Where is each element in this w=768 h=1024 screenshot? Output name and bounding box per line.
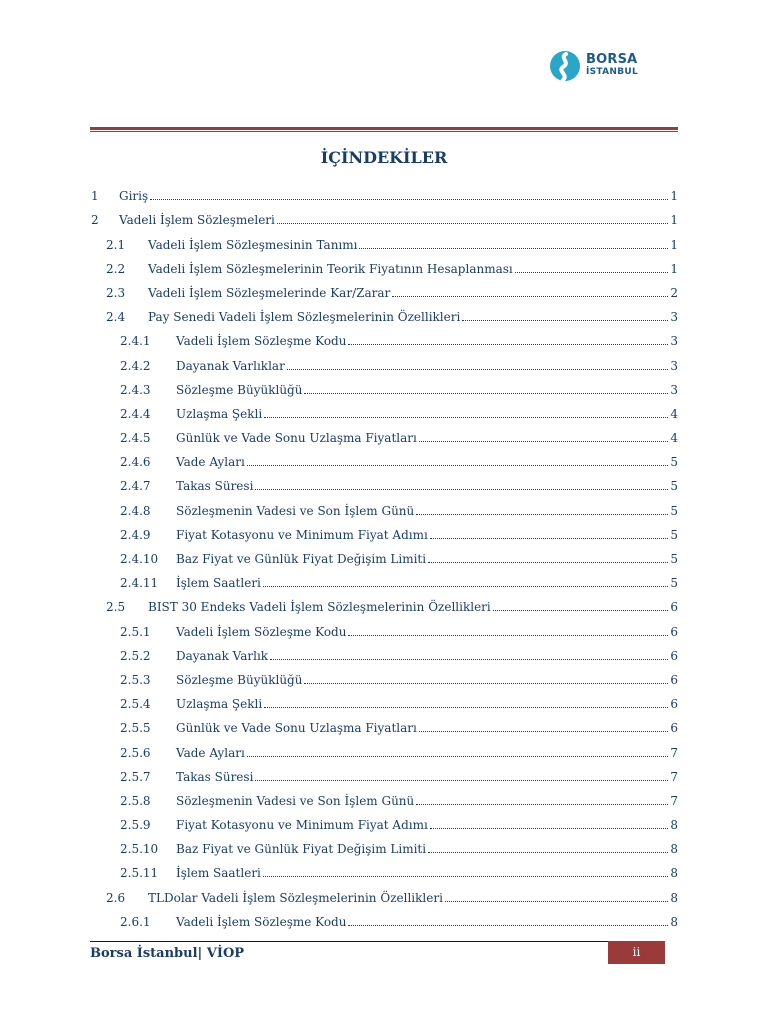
toc-entry-page: 6 xyxy=(670,624,678,639)
toc-entry-page: 8 xyxy=(670,914,678,929)
toc-entry[interactable] xyxy=(90,518,678,542)
toc-entry-leader xyxy=(176,770,678,784)
toc-entry-leader xyxy=(176,359,678,373)
toc-entry-page: 3 xyxy=(670,382,678,397)
toc-entry-page: 6 xyxy=(670,721,678,736)
toc-entry[interactable] xyxy=(90,856,678,880)
toc-entry-page: 5 xyxy=(670,455,678,470)
toc-entry-label: Dayanak Varlık xyxy=(176,648,269,663)
toc-dot-leader xyxy=(287,369,669,370)
toc-entry-label: Fiyat Kotasyonu ve Minimum Fiyat Adımı xyxy=(176,527,428,542)
page-title: İÇİNDEKİLER xyxy=(320,148,448,167)
toc-dot-leader xyxy=(255,780,668,781)
toc-entry-number: 2.5.3 xyxy=(120,672,151,687)
toc-entry-number: 2.5.1 xyxy=(120,624,151,639)
toc-entry-label: TLDolar Vadeli İşlem Sözleşmelerinin Özellikleri xyxy=(148,890,443,905)
toc-entry-leader xyxy=(176,625,678,639)
toc-entry-label: Vadeli İşlem Sözleşme Kodu xyxy=(176,914,347,929)
toc-entry-number: 2.6.1 xyxy=(120,914,151,929)
toc-entry-leader xyxy=(176,552,678,566)
toc-entry-leader xyxy=(176,697,678,711)
toc-entry-leader xyxy=(119,189,678,203)
toc-dot-leader xyxy=(428,562,668,563)
toc-entry-page: 3 xyxy=(670,334,678,349)
toc-dot-leader xyxy=(430,538,669,539)
toc-entry[interactable] xyxy=(90,639,678,663)
toc-entry-number: 2.5.6 xyxy=(120,745,151,760)
logo-mark-icon xyxy=(549,50,583,84)
toc-entry-label: Takas Süresi xyxy=(176,769,254,784)
toc-entry-number: 2.4.6 xyxy=(120,455,151,470)
toc-entry-number: 1 xyxy=(91,189,99,204)
toc-dot-leader xyxy=(255,489,668,490)
toc-entry[interactable] xyxy=(90,445,678,469)
toc-entry-label: Giriş xyxy=(119,189,149,204)
toc-entry-label: Günlük ve Vade Sonu Uzlaşma Fiyatları xyxy=(176,431,417,446)
toc-entry-number: 2.4 xyxy=(106,310,126,325)
toc-dot-leader xyxy=(515,272,669,273)
toc-entry-page: 8 xyxy=(670,890,678,905)
toc-entry-number: 2.4.8 xyxy=(120,503,151,518)
toc-entry-leader xyxy=(176,915,678,929)
footer-rule xyxy=(90,941,665,942)
toc-dot-leader xyxy=(270,659,668,660)
toc-entry-page: 6 xyxy=(670,600,678,615)
toc-entry-number: 2.6 xyxy=(106,890,126,905)
toc-entry[interactable] xyxy=(90,808,678,832)
toc-entry[interactable] xyxy=(90,252,678,276)
toc-entry-leader xyxy=(176,455,678,469)
toc-entry[interactable] xyxy=(90,663,678,687)
toc-entry[interactable] xyxy=(90,711,678,735)
toc-entry-leader xyxy=(176,721,678,735)
toc-dot-leader xyxy=(416,804,668,805)
toc-entry[interactable] xyxy=(90,590,678,614)
toc-entry-page: 6 xyxy=(670,672,678,687)
toc-entry-page: 6 xyxy=(670,697,678,712)
toc-dot-leader xyxy=(264,417,668,418)
toc-entry-number: 2.4.2 xyxy=(120,358,151,373)
toc-dot-leader xyxy=(150,199,668,200)
toc-entry-page: 8 xyxy=(670,842,678,857)
toc-entry[interactable] xyxy=(90,542,678,566)
toc-dot-leader xyxy=(419,731,669,732)
toc-entry-page: 7 xyxy=(670,745,678,760)
toc-entry-page: 5 xyxy=(670,527,678,542)
toc-entry-number: 2 xyxy=(91,213,99,228)
toc-dot-leader xyxy=(493,610,669,611)
toc-dot-leader xyxy=(304,683,668,684)
toc-dot-leader xyxy=(419,441,669,442)
toc-entry-number: 2.4.10 xyxy=(120,552,159,566)
toc-entry-number: 2.5.9 xyxy=(120,818,151,833)
header-rule-thick xyxy=(90,127,678,130)
toc-entry[interactable] xyxy=(90,735,678,759)
logo-text-istanbul: İSTANBUL xyxy=(586,67,639,77)
toc-entry-leader xyxy=(176,746,678,760)
toc-entry-page: 1 xyxy=(670,213,678,228)
toc-entry-leader xyxy=(176,818,678,832)
toc-entry-label: Fiyat Kotasyonu ve Minimum Fiyat Adımı xyxy=(176,818,428,833)
toc-dot-leader xyxy=(462,320,668,321)
toc-entry-label: Baz Fiyat ve Günlük Fiyat Değişim Limiti xyxy=(176,552,427,566)
toc-entry[interactable] xyxy=(90,687,678,711)
toc-entry-label: Vadeli İşlem Sözleşmesinin Tanımı xyxy=(148,237,358,252)
toc-entry-page: 6 xyxy=(670,648,678,663)
toc-entry-number: 2.4.1 xyxy=(120,334,151,349)
toc-entry-leader xyxy=(176,383,678,397)
toc-entry-label: BIST 30 Endeks Vadeli İşlem Sözleşmelerinin Özellikleri xyxy=(148,600,491,615)
toc-entry-page: 7 xyxy=(670,793,678,808)
toc-entry-number: 2.1 xyxy=(106,237,126,252)
toc-entry-number: 2.5.11 xyxy=(120,866,159,881)
toc-entry-page: 5 xyxy=(670,552,678,566)
toc-entry-number: 2.4.3 xyxy=(120,382,151,397)
toc-dot-leader xyxy=(359,248,668,249)
toc-entry-leader xyxy=(176,794,678,808)
toc-dot-leader xyxy=(264,707,668,708)
toc-entry[interactable] xyxy=(90,832,678,856)
toc-entry[interactable] xyxy=(90,880,678,904)
toc-entry[interactable] xyxy=(90,493,678,517)
page-number-badge: ii xyxy=(608,941,665,964)
toc-entry-label: Takas Süresi xyxy=(176,479,254,494)
toc-entry[interactable] xyxy=(90,179,678,203)
toc-dot-leader xyxy=(304,393,668,394)
toc-dot-leader xyxy=(416,514,668,515)
toc-entry-leader xyxy=(176,479,678,493)
toc-entry-label: Vade Ayları xyxy=(176,745,245,760)
toc-entry-leader xyxy=(148,262,678,276)
toc-dot-leader xyxy=(247,465,669,466)
toc-dot-leader xyxy=(430,828,669,829)
toc-entry-label: İşlem Saatleri xyxy=(176,576,261,591)
header-rule-thin xyxy=(90,131,678,132)
toc-entry[interactable] xyxy=(90,348,678,372)
toc-entry-label: Vadeli İşlem Sözleşmeleri xyxy=(119,213,275,228)
toc-entry-page: 1 xyxy=(670,237,678,252)
toc-entry[interactable] xyxy=(90,373,678,397)
toc-entry-number: 2.5.4 xyxy=(120,697,151,712)
toc-entry[interactable] xyxy=(90,300,678,324)
toc-dot-leader xyxy=(277,223,668,224)
toc-entry[interactable] xyxy=(90,469,678,493)
toc-dot-leader xyxy=(348,344,668,345)
toc-entry-leader xyxy=(176,334,678,348)
toc-entry-number: 2.4.4 xyxy=(120,406,151,421)
toc-entry[interactable] xyxy=(90,566,678,590)
toc-entry-leader xyxy=(176,528,678,542)
toc-entry-leader xyxy=(176,842,678,856)
toc-dot-leader xyxy=(247,756,669,757)
toc-entry-leader xyxy=(176,431,678,445)
toc-entry-page: 5 xyxy=(670,479,678,494)
toc-entry-page: 3 xyxy=(670,310,678,325)
toc-entry-label: Sözleşme Büyüklüğü xyxy=(176,672,303,687)
toc-entry-leader xyxy=(176,576,678,590)
toc-entry[interactable] xyxy=(90,421,678,445)
toc-entry[interactable] xyxy=(90,760,678,784)
toc-entry-number: 2.4.5 xyxy=(120,431,151,446)
toc-entry-page: 3 xyxy=(670,358,678,373)
toc-entry-leader xyxy=(176,407,678,421)
toc-entry-leader xyxy=(148,238,678,252)
toc-entry-page: 4 xyxy=(670,406,678,421)
toc-entry-page: 4 xyxy=(670,431,678,446)
toc-entry-page: 2 xyxy=(670,285,678,300)
table-of-contents xyxy=(90,179,678,929)
toc-entry-number: 2.5 xyxy=(106,600,126,615)
toc-entry-page: 5 xyxy=(670,503,678,518)
toc-dot-leader xyxy=(392,296,668,297)
toc-entry-number: 2.5.7 xyxy=(120,769,151,784)
toc-entry-label: Pay Senedi Vadeli İşlem Sözleşmelerinin Özellikleri xyxy=(148,310,461,325)
toc-entry[interactable] xyxy=(90,397,678,421)
toc-entry-label: Baz Fiyat ve Günlük Fiyat Değişim Limiti xyxy=(176,842,427,857)
toc-entry-label: Uzlaşma Şekli xyxy=(176,406,263,421)
toc-entry-label: Vadeli İşlem Sözleşmelerinde Kar/Zarar xyxy=(148,285,391,300)
toc-entry-page: 1 xyxy=(670,261,678,276)
toc-entry[interactable] xyxy=(90,905,678,929)
toc-entry-number: 2.5.2 xyxy=(120,648,151,663)
toc-entry-label: İşlem Saatleri xyxy=(176,866,261,881)
toc-entry[interactable] xyxy=(90,203,678,227)
toc-entry-label: Vadeli İşlem Sözleşmelerinin Teorik Fiyatının Hesaplanması xyxy=(148,261,513,276)
toc-entry-page: 1 xyxy=(670,189,678,204)
toc-dot-leader xyxy=(263,586,668,587)
toc-entry-number: 2.5.8 xyxy=(120,793,151,808)
toc-entry-label: Sözleşmenin Vadesi ve Son İşlem Günü xyxy=(176,503,415,518)
toc-entry[interactable] xyxy=(90,614,678,638)
toc-entry[interactable] xyxy=(90,276,678,300)
toc-entry-page: 8 xyxy=(670,818,678,833)
toc-dot-leader xyxy=(445,901,668,902)
toc-entry-page: 5 xyxy=(670,576,678,591)
toc-entry-label: Dayanak Varlıklar xyxy=(176,358,285,373)
toc-entry-label: Vadeli İşlem Sözleşme Kodu xyxy=(176,624,347,639)
toc-entry-label: Günlük ve Vade Sonu Uzlaşma Fiyatları xyxy=(176,721,417,736)
toc-dot-leader xyxy=(263,876,668,877)
toc-entry-leader xyxy=(148,891,678,905)
toc-entry-leader xyxy=(176,673,678,687)
footer-text: Borsa İstanbul| VİOP xyxy=(90,946,245,961)
borsa-istanbul-logo xyxy=(549,50,649,84)
toc-dot-leader xyxy=(348,925,668,926)
toc-entry-page: 8 xyxy=(670,866,678,881)
toc-entry-number: 2.4.7 xyxy=(120,479,151,494)
toc-dot-leader xyxy=(348,635,668,636)
toc-entry-leader xyxy=(176,649,678,663)
toc-entry-label: Vade Ayları xyxy=(176,455,245,470)
toc-entry-label: Vadeli İşlem Sözleşme Kodu xyxy=(176,334,347,349)
toc-entry-page: 7 xyxy=(670,769,678,784)
toc-entry-number: 2.4.11 xyxy=(120,576,159,591)
toc-entry-number: 2.5.10 xyxy=(120,842,159,857)
toc-entry[interactable] xyxy=(90,227,678,251)
toc-entry-number: 2.2 xyxy=(106,261,126,276)
toc-entry[interactable] xyxy=(90,784,678,808)
toc-entry-leader xyxy=(148,286,678,300)
toc-entry[interactable] xyxy=(90,324,678,348)
logo-text-borsa: BORSA xyxy=(586,52,638,67)
toc-entry-number: 2.5.5 xyxy=(120,721,151,736)
toc-entry-number: 2.4.9 xyxy=(120,527,151,542)
toc-entry-leader xyxy=(119,213,678,227)
toc-entry-label: Sözleşme Büyüklüğü xyxy=(176,382,303,397)
toc-entry-leader xyxy=(176,504,678,518)
toc-entry-leader xyxy=(176,866,678,880)
toc-entry-label: Sözleşmenin Vadesi ve Son İşlem Günü xyxy=(176,793,415,808)
toc-entry-leader xyxy=(148,310,678,324)
toc-entry-leader xyxy=(148,600,678,614)
toc-dot-leader xyxy=(428,852,668,853)
toc-entry-number: 2.3 xyxy=(106,285,126,300)
toc-entry-label: Uzlaşma Şekli xyxy=(176,697,263,712)
